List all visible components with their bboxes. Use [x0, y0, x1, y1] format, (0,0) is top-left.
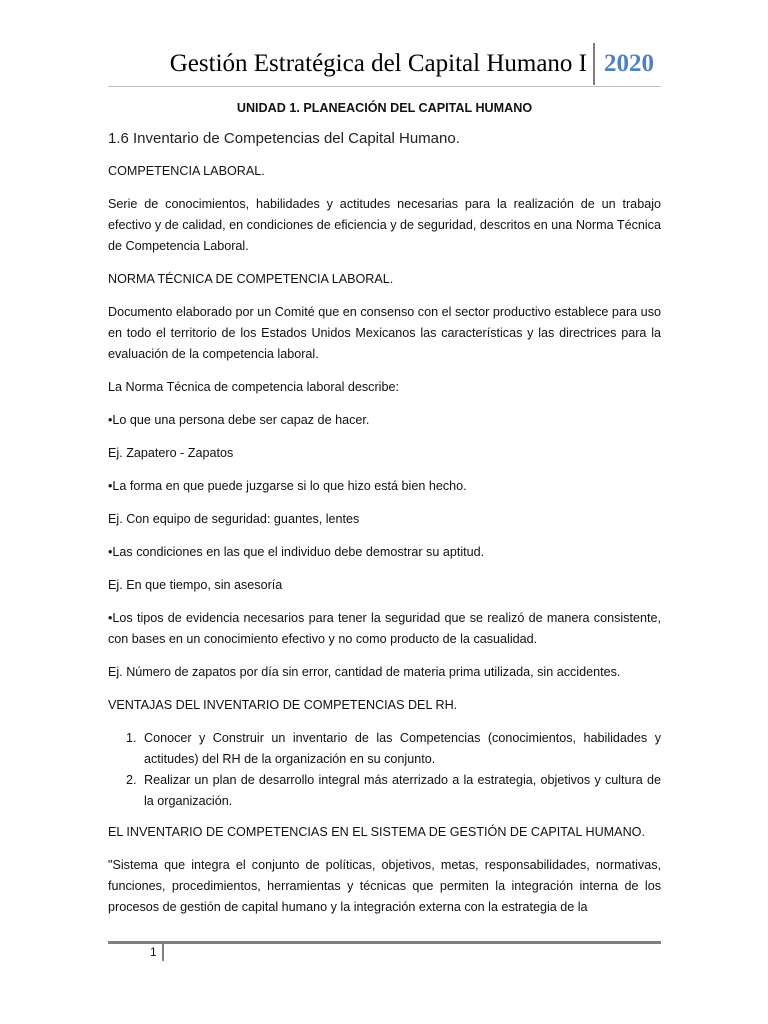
section-title: 1.6 Inventario de Competencias del Capital Humano. — [108, 130, 460, 147]
document-body — [108, 98, 661, 930]
list-item: 2. Realizar un plan de desarrollo integral más aterrizado a la estrategia, objetivos y cultura de la organización. — [140, 770, 661, 812]
bullet-forma: •La forma en que puede juzgarse si lo que hizo está bien hecho. — [108, 479, 467, 493]
header-year: 2020 — [604, 50, 654, 77]
heading-norma-tecnica: NORMA TÉCNICA DE COMPETENCIA LABORAL. — [108, 272, 394, 286]
paragraph-documento: Documento elaborado por un Comité que en consenso con el sector productivo establece para uso en todo el territorio de los Estados Unidos Mexicanos las características y las directrices para la evaluación de la competencia laboral. — [108, 305, 661, 361]
ventajas-list — [108, 728, 661, 812]
heading-inventario-sistema: EL INVENTARIO DE COMPETENCIAS EN EL SISTEMA DE GESTIÓN DE CAPITAL HUMANO. — [108, 825, 645, 839]
example-zapatero: Ej. Zapatero - Zapatos — [108, 446, 234, 460]
bullet-capaz: •Lo que una persona debe ser capaz de hacer. — [108, 413, 370, 427]
paragraph-sistema: "Sistema que integra el conjunto de políticas, objetivos, metas, responsabilidades, normativas, funciones, procedimientos, herramientas y técnicas que permiten la integración interna de los procesos de gestión de capital humano y la integración externa con la estrategia de la — [108, 858, 661, 914]
footer-rule — [108, 941, 661, 944]
example-numero-zapatos: Ej. Número de zapatos por día sin error, cantidad de materia prima utilizada, sin accidentes. — [108, 665, 621, 679]
bullet-evidencia: •Los tipos de evidencia necesarios para tener la seguridad que se realizó de manera consistente, con bases en un conocimiento efectivo y no como producto de la casualidad. — [108, 611, 661, 646]
list-item: 1. Conocer y Construir un inventario de las Competencias (conocimientos, habilidades y actitudes) del RH de la organización en su conjunto. — [140, 728, 661, 770]
example-tiempo: Ej. En que tiempo, sin asesoría — [108, 578, 283, 592]
unit-title: UNIDAD 1. PLANEACIÓN DEL CAPITAL HUMANO — [236, 101, 533, 115]
heading-competencia-laboral: COMPETENCIA LABORAL. — [108, 164, 265, 178]
bullet-condiciones: •Las condiciones en las que el individuo debe demostrar su aptitud. — [108, 545, 485, 559]
page-header — [108, 40, 661, 87]
header-title: Gestión Estratégica del Capital Humano I — [169, 50, 587, 77]
example-equipo: Ej. Con equipo de seguridad: guantes, lentes — [108, 512, 360, 526]
paragraph-definition: Serie de conocimientos, habilidades y actitudes necesarias para la realización de un trabajo efectivo y de calidad, en condiciones de eficiencia y de seguridad, descritos en una Norma Técnica de Competencia Laboral. — [108, 197, 661, 253]
page-number-separator — [162, 944, 164, 961]
page-number: 1 — [150, 945, 157, 959]
paragraph-norma-describe: La Norma Técnica de competencia laboral describe: — [108, 380, 399, 394]
heading-ventajas: VENTAJAS DEL INVENTARIO DE COMPETENCIAS DEL RH. — [108, 698, 458, 712]
header-separator — [593, 43, 595, 85]
